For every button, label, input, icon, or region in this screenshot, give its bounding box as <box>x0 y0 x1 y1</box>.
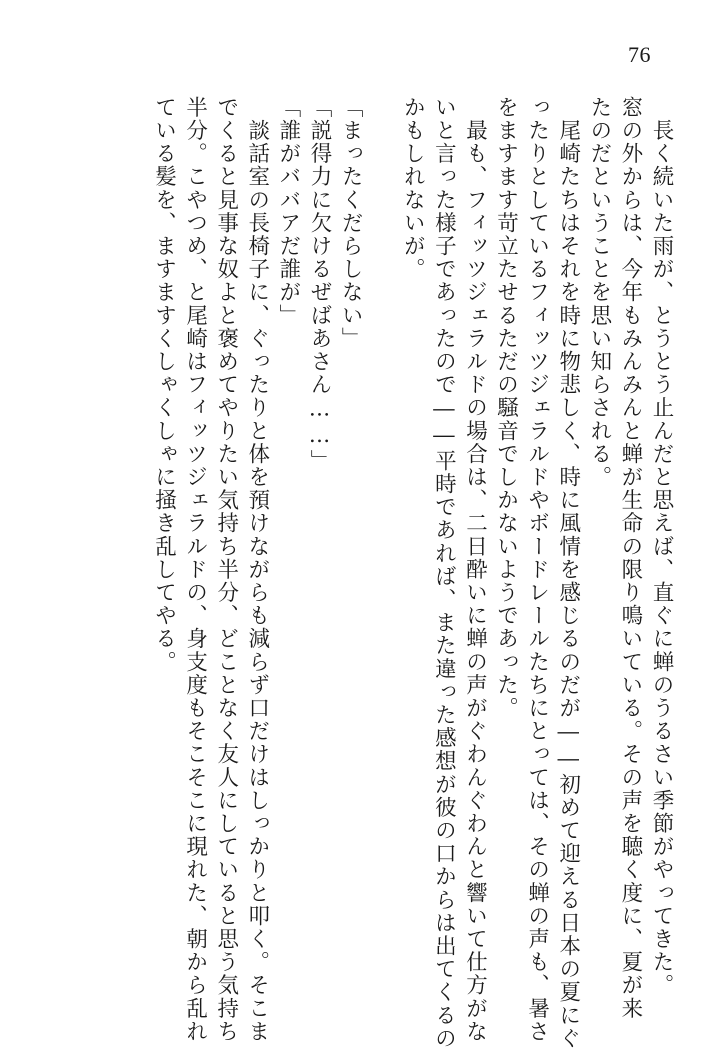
dialogue-line: 「説得力に欠けるぜばあさん……」 <box>306 96 332 473</box>
text-line: かもしれないが。 <box>400 96 426 281</box>
vertical-text-body <box>148 96 677 1050</box>
text-line: 最も、フィッツジェラルドの場合は、二日酔いに蝉の声がぐわんぐわんと響いて仕方がな <box>462 96 488 1044</box>
text-line: 談話室の長椅子に、ぐったりと体を預けながらも減らず口だけはしっかりと叩く。そこま <box>244 96 270 1044</box>
text-line: をますます苛立たせるただの騒音でしかないようであった。 <box>493 96 519 720</box>
text-line: 尾崎たちはそれを時に物悲しく、時に風情を感じるのだが――初めて迎える日本の夏にぐ <box>555 96 581 1050</box>
text-line: でくると見事な奴よと褒めてやりたい気持ち半分、どことなく友人にしていると思う気持ち <box>213 96 239 1044</box>
text-line: ったりとしているフィッツジェラルドやボードレールたちにとっては、その蝉の声も、暑さ <box>524 96 550 1044</box>
text-line: いと言った様子であったので――平時であれば、また違った感想が彼の口からは出てくるの <box>431 96 457 1050</box>
blank-line <box>366 96 397 976</box>
text-line: 窓の外からは、今年もみんみんと蝉が生命の限り鳴いている。その声を聴く度に、夏が来 <box>617 96 643 1020</box>
dialogue-line: 「誰がババアだ誰が」 <box>275 96 301 327</box>
page-number: 76 <box>628 42 651 67</box>
dialogue-line: 「まったくだらしない」 <box>338 96 364 351</box>
text-line: たのだということを思い知らされる。 <box>586 96 612 489</box>
text-line: ている髪を、ますますくしゃくしゃに掻き乱してやる。 <box>151 96 177 674</box>
text-line: 長く続いた雨が、とうとう止んだと思えば、直ぐに蝉のうるさい季節がやってきた。 <box>649 96 674 997</box>
text-line: 半分。こやつめ、と尾崎はフィッツジェラルドの、身支度もそこそこに現れた、朝から乱れ <box>182 96 208 1044</box>
